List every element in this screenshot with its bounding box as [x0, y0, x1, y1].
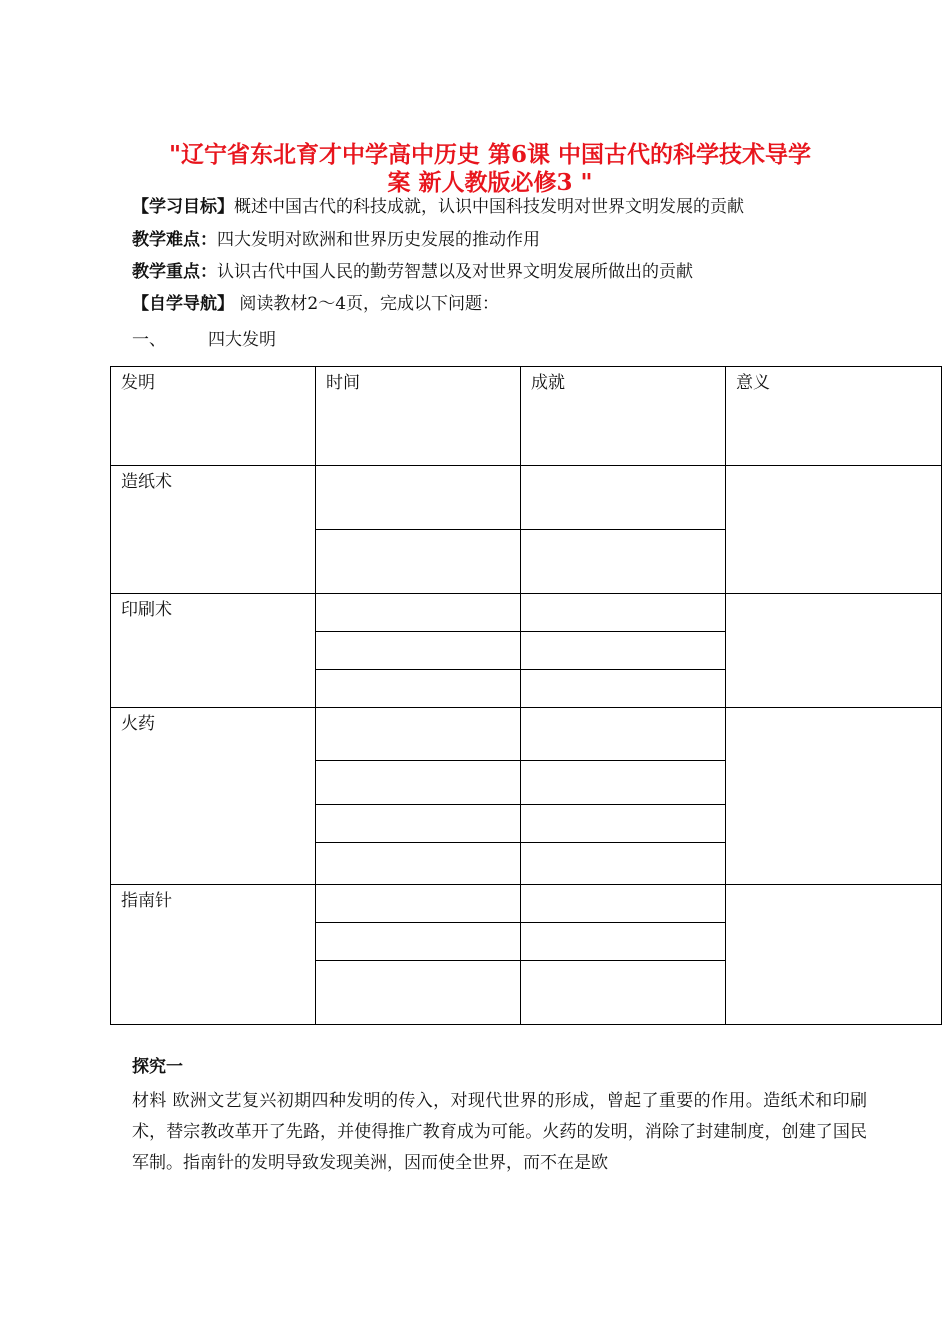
self-study-guide	[132, 292, 499, 316]
header-time: 时间	[316, 367, 521, 466]
header-significance: 意义	[726, 367, 942, 466]
table-row	[111, 885, 942, 923]
achievement-cell[interactable]	[521, 708, 726, 761]
time-cell[interactable]	[316, 961, 521, 1025]
time-cell[interactable]	[316, 530, 521, 594]
learning-goals-text: 概述中国古代的科技成就，认识中国科技发明对世界文明发展的贡献	[234, 197, 744, 217]
invention-papermaking: 造纸术	[111, 466, 316, 594]
header-achievement: 成就	[521, 367, 726, 466]
table-row	[111, 708, 942, 761]
four-inventions-table	[110, 366, 942, 1025]
time-cell[interactable]	[316, 466, 521, 530]
achievement-cell[interactable]	[521, 594, 726, 632]
time-cell[interactable]	[316, 805, 521, 843]
achievement-cell[interactable]	[521, 961, 726, 1025]
achievement-cell[interactable]	[521, 885, 726, 923]
table-header-row	[111, 367, 942, 466]
header-invention: 发明	[111, 367, 316, 466]
table-row	[111, 466, 942, 530]
achievement-cell[interactable]	[521, 761, 726, 805]
significance-cell[interactable]	[726, 708, 942, 885]
time-cell[interactable]	[316, 670, 521, 708]
document-title-line-1: "辽宁省东北育才中学高中历史 第6课 中国古代的科学技术导学	[168, 141, 811, 168]
invention-gunpowder: 火药	[111, 708, 316, 885]
achievement-cell[interactable]	[521, 923, 726, 961]
achievement-cell[interactable]	[521, 632, 726, 670]
invention-printing: 印刷术	[111, 594, 316, 708]
teaching-difficulty-text: 四大发明对欧洲和世界历史发展的推动作用	[217, 230, 540, 250]
table-row	[111, 594, 942, 632]
time-cell[interactable]	[316, 843, 521, 885]
teaching-focus-text: 认识古代中国人民的勤劳智慧以及对世界文明发展所做出的贡献	[217, 262, 693, 282]
time-cell[interactable]	[316, 632, 521, 670]
document-title-line-2: 案 新人教版必修3 "	[387, 169, 593, 196]
time-cell[interactable]	[316, 708, 521, 761]
explore-material-paragraph: 材料 欧洲文艺复兴初期四种发明的传入，对现代世界的形成，曾起了重要的作用。造纸术和印刷术，替宗教改革开了先路，并使得推广教育成为可能。火药的发明，消除了封建制度，创建了国民军制。指南针的发明导致发现美洲，因而使全世界，而不在是欧	[132, 1091, 867, 1173]
time-cell[interactable]	[316, 594, 521, 632]
explore-heading: 探究一	[132, 1057, 183, 1077]
teaching-focus	[132, 260, 693, 284]
self-study-guide-label: 【自学导航】	[132, 294, 234, 314]
section-title: 四大发明	[208, 330, 276, 350]
time-cell[interactable]	[316, 923, 521, 961]
invention-compass: 指南针	[111, 885, 316, 1025]
teaching-focus-label: 教学重点：	[132, 262, 217, 282]
time-cell[interactable]	[316, 761, 521, 805]
teaching-difficulty	[132, 228, 540, 252]
significance-cell[interactable]	[726, 594, 942, 708]
achievement-cell[interactable]	[521, 466, 726, 530]
significance-cell[interactable]	[726, 466, 942, 594]
time-cell[interactable]	[316, 885, 521, 923]
learning-goals	[132, 195, 744, 219]
self-study-guide-text: 阅读教材2～4页，完成以下问题：	[234, 294, 500, 314]
learning-goals-label: 【学习目标】	[132, 197, 234, 217]
teaching-difficulty-label: 教学难点：	[132, 230, 217, 250]
achievement-cell[interactable]	[521, 805, 726, 843]
achievement-cell[interactable]	[521, 530, 726, 594]
section-number: 一、	[132, 330, 166, 350]
significance-cell[interactable]	[726, 885, 942, 1025]
achievement-cell[interactable]	[521, 843, 726, 885]
achievement-cell[interactable]	[521, 670, 726, 708]
